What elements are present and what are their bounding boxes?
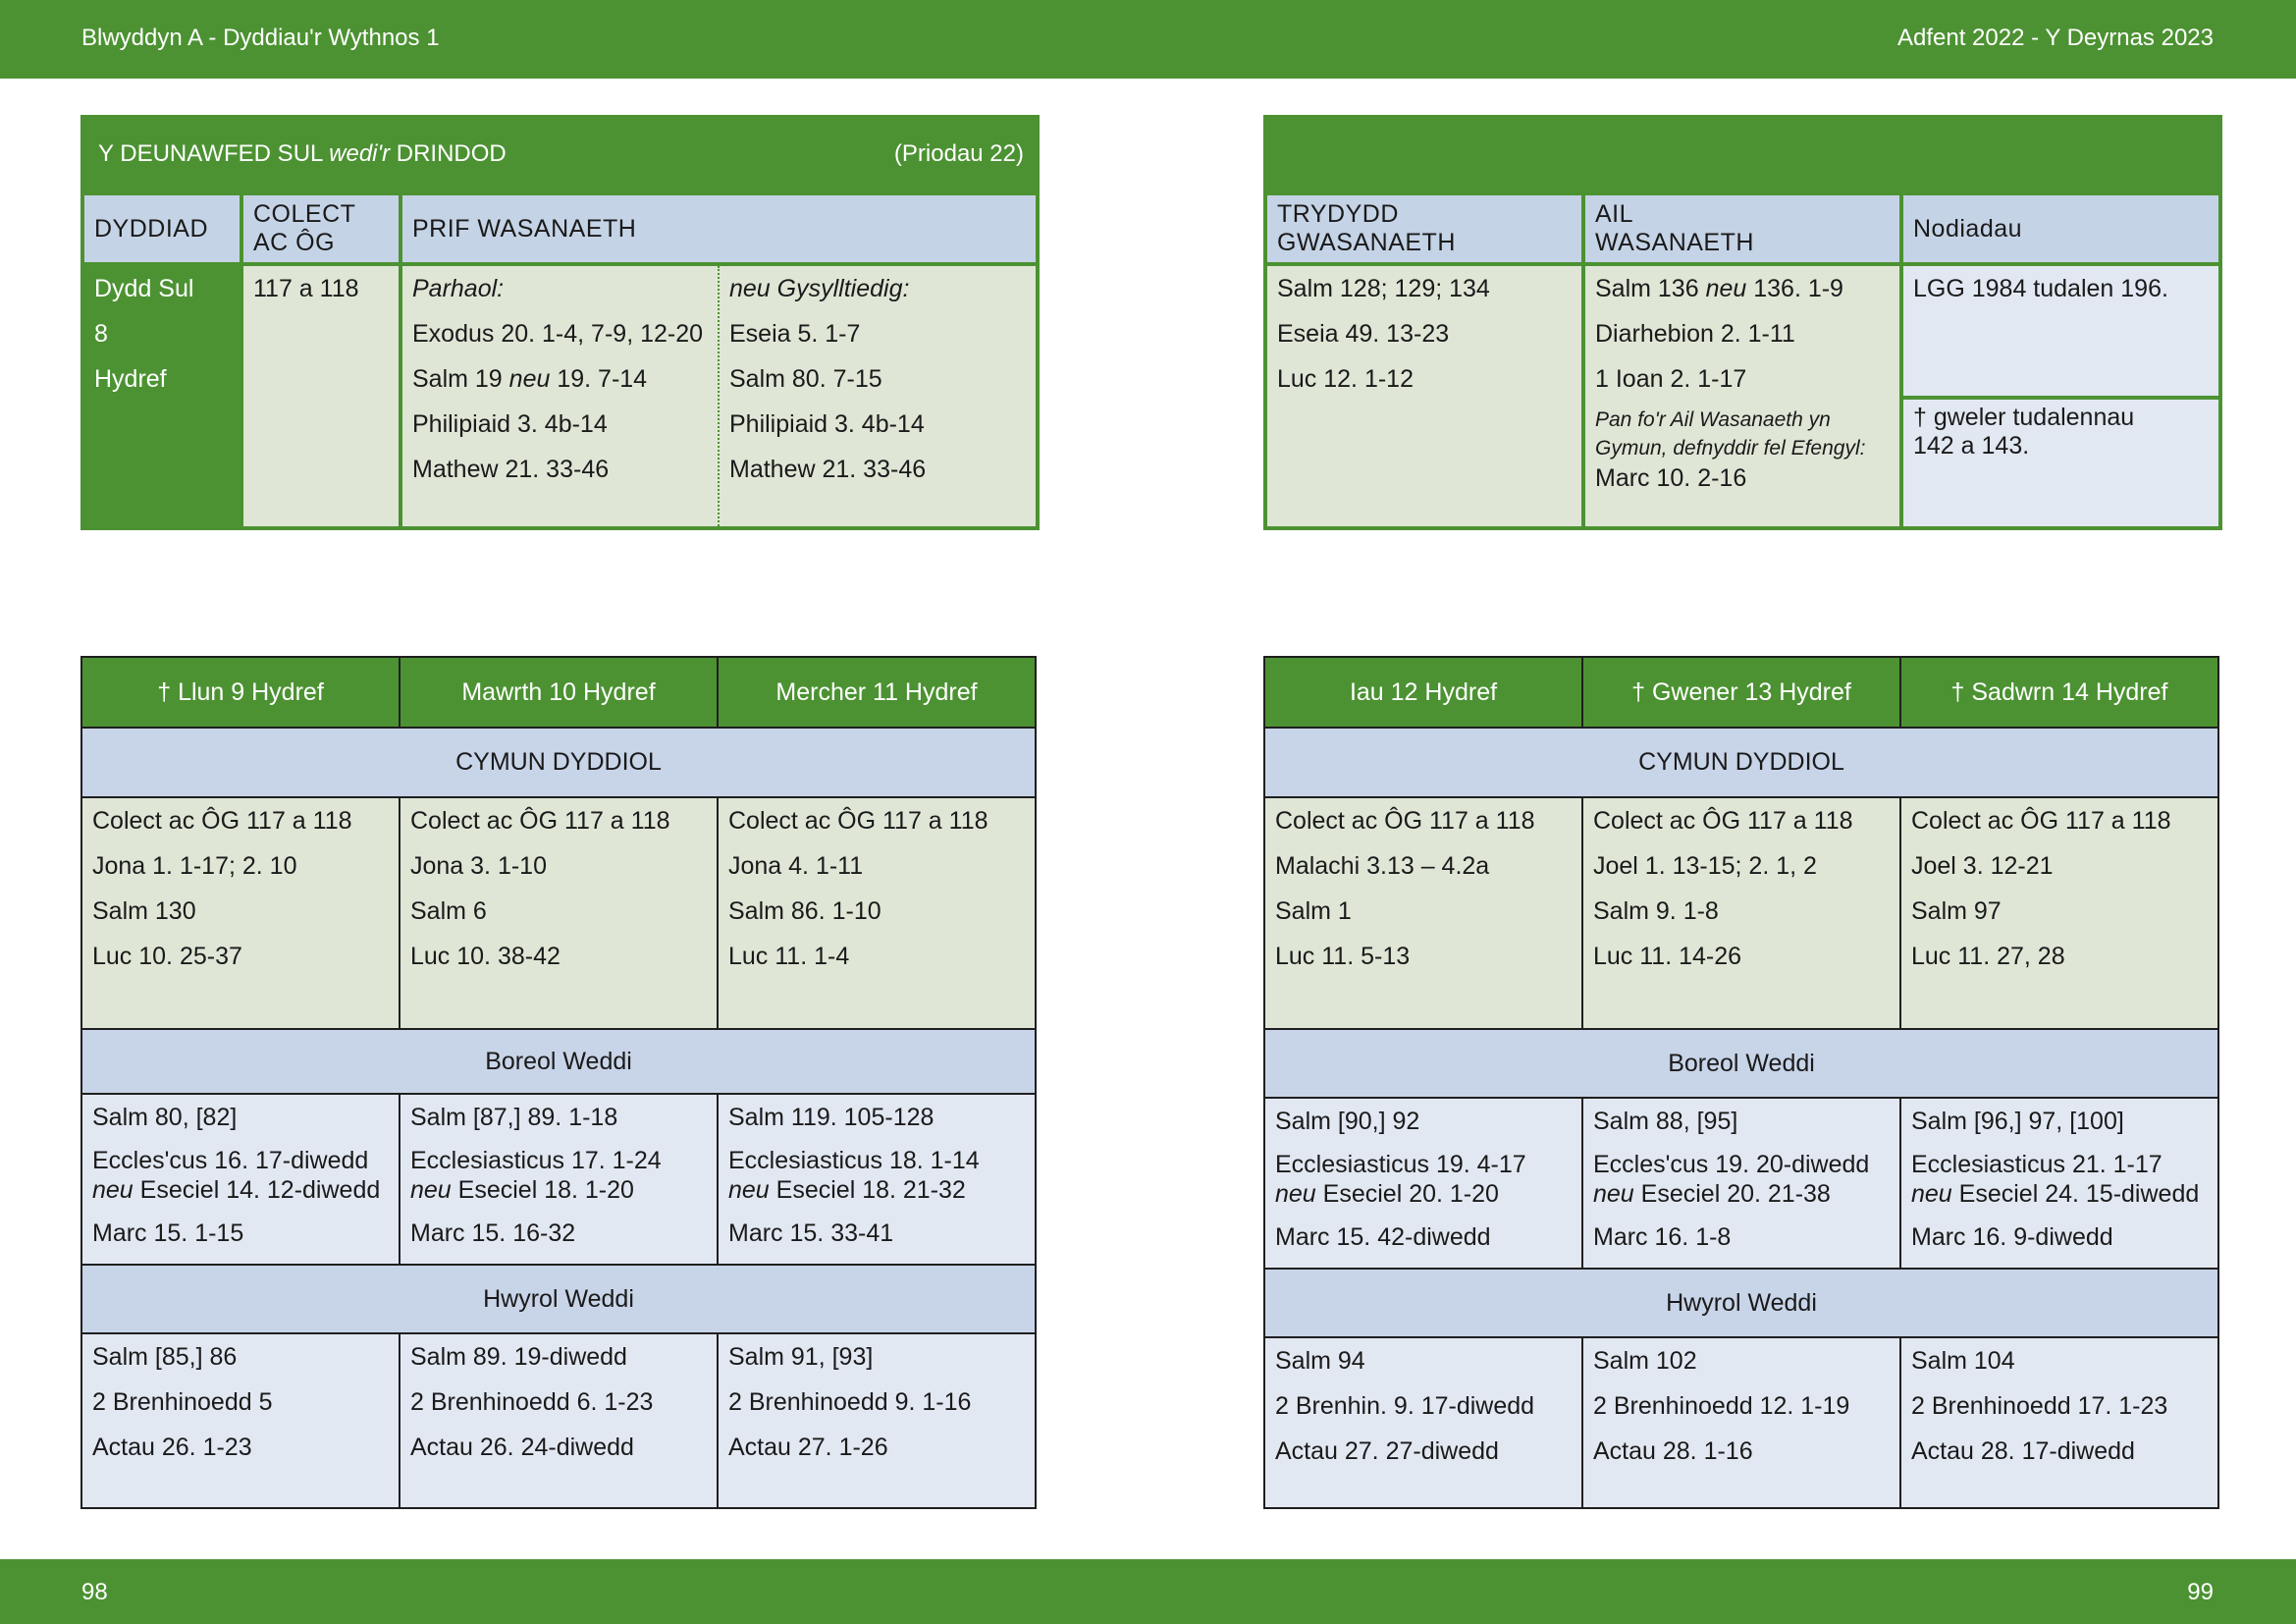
- communion-cell: Colect ac ÔG 117 a 118 Jona 1. 1-17; 2. 10 Salm 130 Luc 10. 25-37: [81, 797, 400, 1029]
- morning-prayer-cell: Salm 119. 105-128 Ecclesiasticus 18. 1-14 neu Eseciel 18. 21-32 Marc 15. 33-41: [718, 1094, 1036, 1265]
- evening-prayer-title: Hwyrol Weddi: [81, 1265, 1036, 1333]
- communion-cell: Colect ac ÔG 117 a 118 Joel 3. 12-21 Salm 97 Luc 11. 27, 28: [1900, 797, 2218, 1029]
- evening-prayer-title: Hwyrol Weddi: [1264, 1269, 2218, 1337]
- sunday-other-services-panel: [1263, 115, 2218, 530]
- day-header-mon: † Llun 9 Hydref: [81, 657, 400, 728]
- evening-prayer-cell: Salm 91, [93] 2 Brenhinoedd 9. 1-16 Actau 27. 1-26: [718, 1333, 1036, 1508]
- day-header-fri: † Gwener 13 Hydref: [1582, 657, 1900, 728]
- third-service-header: TRYDYDD GWASANAETH: [1265, 193, 1583, 264]
- collect-header: COLECT AC ÔG: [241, 193, 400, 264]
- notes-header: Nodiadau: [1901, 193, 2220, 264]
- evening-prayer-cell: Salm [85,] 86 2 Brenhinoedd 5 Actau 26. 1-23: [81, 1333, 400, 1508]
- communion-cell: Colect ac ÔG 117 a 118 Jona 3. 1-10 Salm 6 Luc 10. 38-42: [400, 797, 718, 1029]
- principal-service-header: PRIF WASANAETH: [400, 193, 1038, 264]
- header-right-text: Adfent 2022 - Y Deyrnas 2023: [1896, 25, 2214, 51]
- morning-prayer-cell: Salm 80, [82] Eccles'cus 16. 17-diwedd neu Eseciel 14. 12-diwedd Marc 15. 1-15: [81, 1094, 400, 1265]
- day-header-thu: Iau 12 Hydref: [1264, 657, 1582, 728]
- daily-communion-title: CYMUN DYDDIOL: [1264, 728, 2218, 797]
- day-header-tue: Mawrth 10 Hydref: [400, 657, 718, 728]
- communion-cell: Colect ac ÔG 117 a 118 Joel 1. 13-15; 2. 1, 2 Salm 9. 1-8 Luc 11. 14-26: [1582, 797, 1900, 1029]
- morning-prayer-title: Boreol Weddi: [1264, 1029, 2218, 1098]
- page-number-left: 98: [81, 1579, 108, 1605]
- day-header-sat: † Sadwrn 14 Hydref: [1900, 657, 2218, 728]
- top-header-band: [0, 0, 2296, 79]
- right-title-bar: [1265, 117, 2220, 193]
- weekday-table-right: [1263, 656, 2217, 1509]
- daily-communion-title: CYMUN DYDDIOL: [81, 728, 1036, 797]
- communion-cell: Colect ac ÔG 117 a 118 Jona 4. 1-11 Salm 86. 1-10 Luc 11. 1-4: [718, 797, 1036, 1029]
- morning-prayer-cell: Salm [90,] 92 Ecclesiasticus 19. 4-17 neu Eseciel 20. 1-20 Marc 15. 42-diwedd: [1264, 1098, 1582, 1269]
- sunday-title: Y DEUNAWFED SUL wedi'r DRINDOD: [98, 140, 507, 167]
- notes-cell-2: † gweler tudalennau 142 a 143.: [1901, 398, 2220, 528]
- weekday-table-left: [80, 656, 1035, 1509]
- notes-cell-1: LGG 1984 tudalen 196.: [1901, 264, 2220, 398]
- third-service-cell: Salm 128; 129; 134 Eseia 49. 13-23 Luc 12. 1-12: [1265, 264, 1583, 528]
- page-number-right: 99: [2187, 1579, 2214, 1605]
- evening-prayer-cell: Salm 102 2 Brenhinoedd 12. 1-19 Actau 28. 1-16: [1582, 1337, 1900, 1508]
- sunday-date-cell: Dydd Sul 8 Hydref: [82, 264, 241, 528]
- evening-prayer-cell: Salm 94 2 Brenhin. 9. 17-diwedd Actau 27. 27-diwedd: [1264, 1337, 1582, 1508]
- propers-label: (Priodau 22): [893, 140, 1024, 167]
- sunday-title-bar: [82, 117, 1038, 193]
- morning-prayer-title: Boreol Weddi: [81, 1029, 1036, 1094]
- morning-prayer-cell: Salm [87,] 89. 1-18 Ecclesiasticus 17. 1-24 neu Eseciel 18. 1-20 Marc 15. 16-32: [400, 1094, 718, 1265]
- continuous-readings-cell: Parhaol: Exodus 20. 1-4, 7-9, 12-20 Salm 19 neu 19. 7-14 Philipiaid 3. 4b-14 Mathew 21. 33-46: [400, 264, 719, 528]
- morning-prayer-cell: Salm [96,] 97, [100] Ecclesiasticus 21. 1-17 neu Eseciel 24. 15-diwedd Marc 16. 9-diwedd: [1900, 1098, 2218, 1269]
- evening-prayer-cell: Salm 89. 19-diwedd 2 Brenhinoedd 6. 1-23 Actau 26. 24-diwedd: [400, 1333, 718, 1508]
- sunday-principal-panel: [80, 115, 1036, 530]
- header-left-text: Blwyddyn A - Dyddiau'r Wythnos 1: [81, 25, 440, 51]
- morning-prayer-cell: Salm 88, [95] Eccles'cus 19. 20-diwedd neu Eseciel 20. 21-38 Marc 16. 1-8: [1582, 1098, 1900, 1269]
- sunday-collect-cell: 117 a 118: [241, 264, 400, 528]
- date-header: DYDDIAD: [82, 193, 241, 264]
- evening-prayer-cell: Salm 104 2 Brenhinoedd 17. 1-23 Actau 28. 17-diwedd: [1900, 1337, 2218, 1508]
- second-service-header: AIL WASANAETH: [1583, 193, 1901, 264]
- second-service-cell: Salm 136 neu 136. 1-9 Diarhebion 2. 1-11 1 Ioan 2. 1-17 Pan fo'r Ail Wasanaeth yn Gymun, defnyddir fel Efengyl: Marc 10. 2-16: [1583, 264, 1901, 528]
- communion-cell: Colect ac ÔG 117 a 118 Malachi 3.13 – 4.2a Salm 1 Luc 11. 5-13: [1264, 797, 1582, 1029]
- related-readings-cell: neu Gysylltiedig: Eseia 5. 1-7 Salm 80. 7-15 Philipiaid 3. 4b-14 Mathew 21. 33-46: [719, 264, 1038, 528]
- day-header-wed: Mercher 11 Hydref: [718, 657, 1036, 728]
- footer-band: [0, 1559, 2296, 1624]
